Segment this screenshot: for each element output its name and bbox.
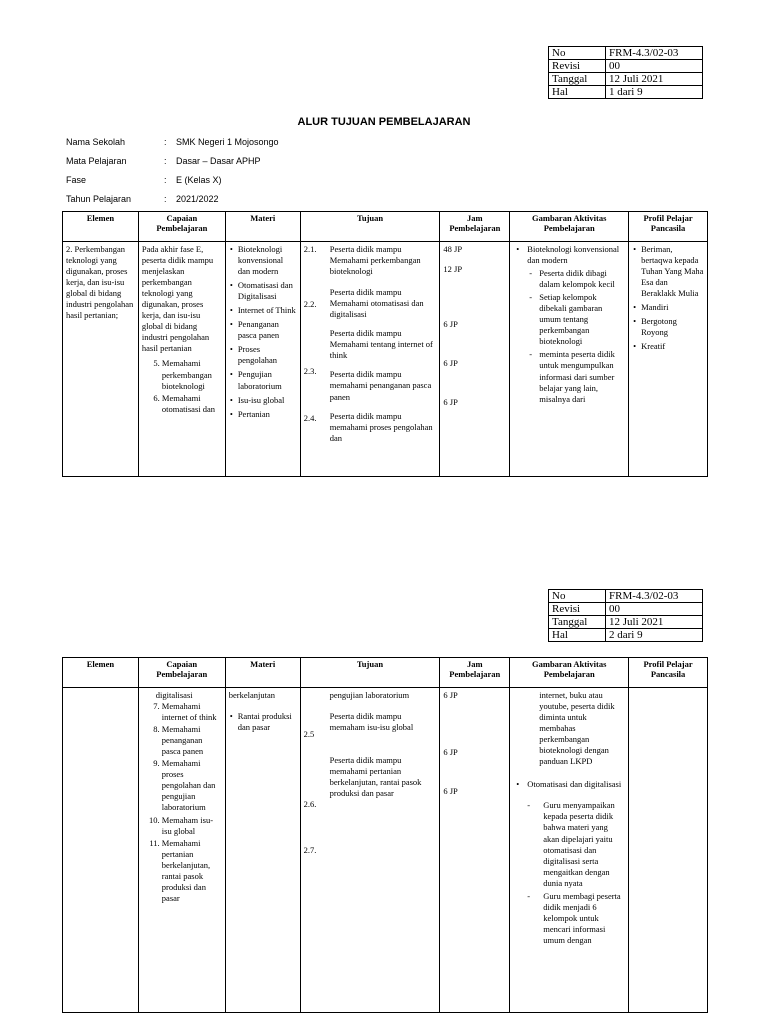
- aktivitas-topic: • Otomatisasi dan digitalisasi: [513, 779, 625, 790]
- header-materi: Materi: [225, 658, 300, 688]
- aktivitas-step: - meminta peserta didik untuk mengumpulkan informasi dari sumber belajar yang lain, misalnya dari: [529, 349, 615, 404]
- meta-value: 00: [606, 60, 703, 73]
- meta-key: No: [549, 47, 606, 60]
- document-meta-table-page-2: [548, 589, 703, 642]
- meta-value: FRM-4.3/02-03: [606, 47, 703, 60]
- info-row: Mata Pelajaran : Dasar – Dasar APHP: [66, 156, 279, 175]
- tujuan-number: 2.6.: [303, 799, 317, 810]
- header-tujuan: Tujuan: [300, 212, 440, 242]
- materi-item: • Internet of Think: [238, 305, 297, 316]
- header-elemen: Elemen: [63, 658, 139, 688]
- info-row: Nama Sekolah : SMK Negeri 1 Mojosongo: [66, 137, 279, 156]
- meta-value: FRM-4.3/02-03: [606, 590, 703, 603]
- tujuan-number: 2.7.: [303, 845, 317, 856]
- cell-jam: [443, 244, 506, 474]
- cell-tujuan: [304, 244, 437, 474]
- aktivitas-continuation: internet, buku atau youtube, peserta didik diminta untuk membahas perkembangan bioteknologi dengan panduan LKPD: [539, 690, 615, 767]
- document-meta-table: [548, 46, 703, 99]
- jam-value: 6 JP: [443, 397, 458, 407]
- info-value: SMK Negeri 1 Mojosongo: [176, 137, 279, 147]
- info-label: Fase: [66, 175, 87, 185]
- jam-value: 12 JP: [443, 264, 463, 274]
- tujuan-item: [303, 755, 437, 810]
- meta-value: 2 dari 9: [606, 629, 703, 642]
- tujuan-number: 2.1.: [303, 244, 317, 254]
- tujuan-text: Peserta didik mampu Memahami otomatisasi dan digitalisasi: [329, 287, 424, 320]
- capaian-item: 6. Memahami otomatisasi dan: [162, 393, 222, 415]
- materi-item: • Bioteknologi konvensional dan modern: [238, 244, 297, 277]
- tujuan-number: 2.3.: [303, 366, 317, 377]
- tujuan-item: [304, 845, 437, 855]
- jam-value: 6 JP: [443, 319, 458, 329]
- tujuan-number: 2.4.: [303, 412, 317, 423]
- header-aktivitas: Gambaran Aktivitas Pembelajaran: [510, 212, 629, 242]
- meta-key: Tanggal: [549, 616, 606, 629]
- info-row: Tahun Pelajaran : 2021/2022: [66, 194, 279, 213]
- learning-flow-table-page-2: [62, 657, 708, 1013]
- info-value: Dasar – Dasar APHP: [176, 156, 261, 166]
- header-profil: Profil Pelajar Pancasila: [629, 658, 708, 688]
- capaian-item: 7. Memahami internet of think: [162, 701, 222, 723]
- capaian-item: 9. Memahami proses pengolahan dan pengujian laboratorium: [162, 758, 222, 813]
- meta-value: 00: [606, 603, 703, 616]
- tujuan-item: [303, 328, 437, 377]
- meta-key: Tanggal: [549, 73, 606, 86]
- header-profil: Profil Pelajar Pancasila: [629, 212, 708, 242]
- materi-item: • Otomatisasi dan Digitalisasi: [238, 280, 297, 302]
- info-label: Tahun Pelajaran: [66, 194, 132, 204]
- info-row: Fase : E (Kelas X): [66, 175, 279, 194]
- tujuan-text: Peserta didik mampu memaham isu-isu global: [329, 711, 414, 733]
- info-value: 2021/2022: [176, 194, 219, 204]
- jam-value: 6 JP: [443, 690, 458, 700]
- profil-item: • Bergotong Royong: [641, 316, 704, 338]
- cell-materi: [229, 244, 297, 474]
- tujuan-number: 2.5: [303, 729, 315, 740]
- cell-profil: [632, 690, 704, 1010]
- tujuan-item: [304, 369, 437, 402]
- meta-key: Hal: [549, 86, 606, 99]
- profil-item: • Beriman, bertaqwa kepada Tuhan Yang Maha Esa dan Beraklakk Mulia: [641, 244, 704, 299]
- meta-key: Revisi: [549, 60, 606, 73]
- header-jam: Jam Pembelajaran: [440, 212, 510, 242]
- cell-materi: [229, 690, 297, 1010]
- capaian-continuation: digitalisasi: [155, 690, 193, 700]
- cell-capaian: [142, 244, 222, 474]
- tujuan-number: 2.2.: [303, 299, 317, 310]
- tujuan-continuation: pengujian laboratorium: [329, 690, 410, 700]
- header-materi: Materi: [225, 212, 300, 242]
- cell-tujuan: [304, 690, 437, 1010]
- jam-value: 6 JP: [443, 358, 458, 368]
- capaian-intro: Pada akhir fase E, peserta didik mampu menjelaskan perkembangan teknologi yang digunakan, proses kerja, dan isu-isu global di bidang industri pengolahan hasil pertanian: [141, 244, 214, 354]
- header-capaian: Capaian Pembelajaran: [138, 212, 225, 242]
- info-label: Nama Sekolah: [66, 137, 126, 147]
- cell-aktivitas: [513, 690, 625, 1010]
- materi-item: • Isu-isu global: [238, 395, 297, 406]
- aktivitas-step: - Setiap kelompok dibekali gambaran umum tentang perkembangan bioteknologi: [529, 292, 603, 347]
- header-aktivitas: Gambaran Aktivitas Pembelajaran: [510, 658, 629, 688]
- meta-value: 12 Juli 2021: [606, 73, 703, 86]
- header-jam: Jam Pembelajaran: [440, 658, 510, 688]
- aktivitas-topic: • Bioteknologi konvensional dan modern: [513, 244, 625, 266]
- document-title: ALUR TUJUAN PEMBELAJARAN: [297, 116, 471, 128]
- info-value: E (Kelas X): [176, 175, 222, 185]
- tujuan-item: [303, 711, 437, 740]
- header-tujuan: Tujuan: [300, 658, 440, 688]
- tujuan-text: Peserta didik mampu memahami proses pengolahan dan: [329, 410, 433, 443]
- meta-key: Hal: [549, 629, 606, 642]
- tujuan-text: Peserta didik mampu Memahami tentang internet of think: [329, 328, 433, 361]
- capaian-item: 10. Memaham isu-isu global: [162, 815, 222, 837]
- materi-item: • Rantai produksi dan pasar: [238, 711, 297, 733]
- materi-item: • Penanganan pasca panen: [238, 319, 297, 341]
- jam-value: 6 JP: [443, 786, 458, 796]
- aktivitas-step: - Guru membagi peserta didik menjadi 6 kelompok untuk mencari informasi umum dengan: [527, 890, 621, 945]
- capaian-item: 11. Memahami pertanian berkelanjutan, rantai pasok produksi dan pasar: [162, 838, 222, 904]
- meta-key: Revisi: [549, 603, 606, 616]
- profil-item: • Kreatif: [641, 341, 704, 352]
- tujuan-text: Peserta didik mampu Memahami perkembangan bioteknologi: [329, 244, 421, 277]
- cell-aktivitas: [513, 244, 625, 474]
- school-info: [66, 137, 279, 213]
- learning-flow-table-page-1: [62, 211, 708, 477]
- meta-value: 12 Juli 2021: [606, 616, 703, 629]
- meta-key: No: [549, 590, 606, 603]
- cell-capaian: [142, 690, 222, 1010]
- tujuan-text: Peserta didik mampu memahami pertanian berkelanjutan, rantai pasok produksi dan pasar: [329, 755, 422, 799]
- header-elemen: Elemen: [63, 212, 139, 242]
- tujuan-item: [304, 244, 437, 277]
- materi-item: • Proses pengolahan: [238, 344, 297, 366]
- aktivitas-step: - Guru menyampaikan kepada peserta didik bahwa materi yang akan dipelajari yaitu otomatisasi dan digitalisasi serta mengaitkan dengan dunia nyata: [527, 800, 615, 888]
- materi-continuation: berkelanjutan: [228, 690, 275, 700]
- capaian-item: 5. Memahami perkembangan bioteknologi: [162, 358, 222, 391]
- tujuan-item: [304, 287, 437, 320]
- header-capaian: Capaian Pembelajaran: [138, 658, 225, 688]
- info-label: Mata Pelajaran: [66, 156, 127, 166]
- profil-item: • Mandiri: [641, 302, 704, 313]
- cell-profil: [632, 244, 704, 474]
- cell-jam: [443, 690, 506, 1010]
- tujuan-text: Peserta didik mampu memahami penanganan pasca panen: [329, 369, 432, 402]
- cell-elemen: 2. Perkembangan teknologi yang digunakan, proses kerja, dan isu-isu global di bidang industri pengolahan hasil pertanian;: [66, 244, 134, 321]
- jam-value: 48 JP: [443, 244, 463, 254]
- aktivitas-step: - Peserta didik dibagi dalam kelompok kecil: [529, 268, 615, 290]
- meta-value: 1 dari 9: [606, 86, 703, 99]
- materi-item: • Pengujian laboratorium: [238, 369, 297, 391]
- tujuan-item: [304, 411, 437, 444]
- jam-value: 6 JP: [443, 747, 458, 757]
- cell-elemen: [66, 690, 135, 1010]
- capaian-item: 8. Memahami penanganan pasca panen: [162, 724, 222, 757]
- materi-item: • Pertanian: [238, 409, 297, 420]
